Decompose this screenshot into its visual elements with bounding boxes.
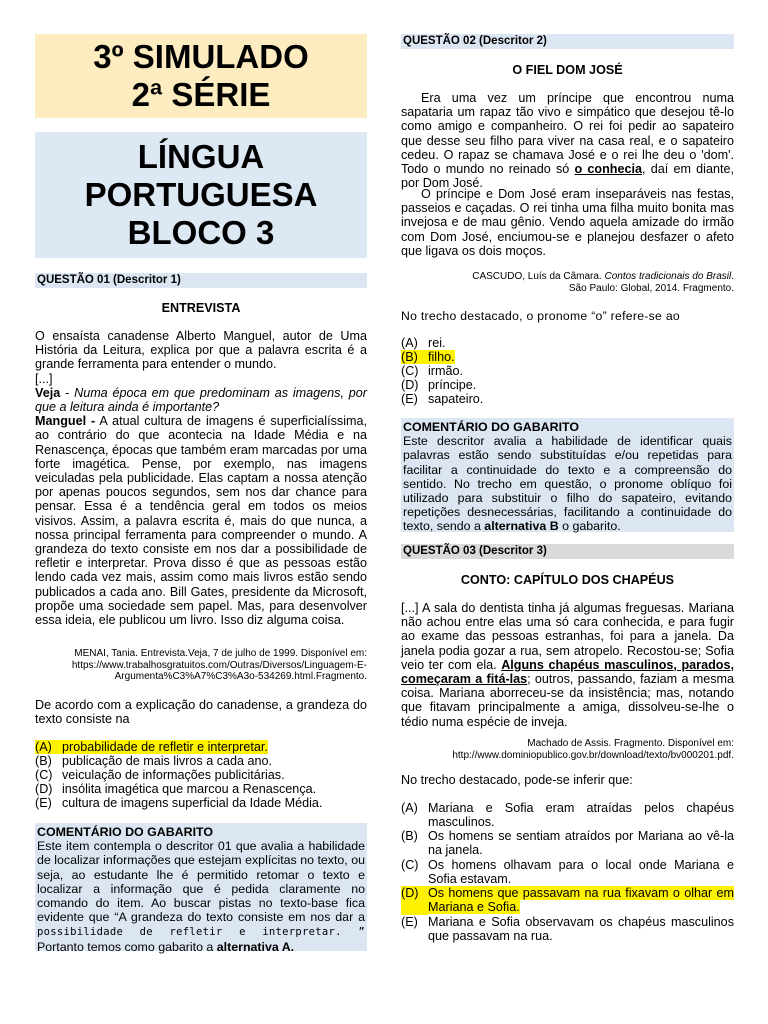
q3-option-e-text: Mariana e Sofia observavam os chapéus masculinos que passavam na rua. [428, 915, 734, 944]
q3-option-a-text: Mariana e Sofia eram atraídas pelos chapéus masculinos. [428, 801, 734, 830]
q3-text-title: CONTO: CAPÍTULO DOS CHAPÉUS [460, 573, 675, 587]
q2-option-c[interactable]: (C) irmão. [401, 364, 463, 378]
q1-source: MENAI, Tania. Entrevista.Veja, 7 de julho de 1999. Disponível em: https://www.trabalhosgratuitos.com/Outras/Diversos/Linguagem-E-Argumenta%C3%A7%C3%A3o-534269.html.Fragmento. [71, 648, 367, 683]
q2-option-d[interactable]: (D) príncipe. [401, 378, 477, 392]
q3-passage: [...] A sala do dentista tinha já algumas freguesas. Mariana não achou entre elas uma só cara conhecida, e para fugir ao exame das pessoas estranhas, foi para a janela. Da janela podia gozar a rua, sem atropelo. Recostou-se; Sofia veio ter com ela. Alguns chapéus masculinos, parados, começaram a fitá-las; outros, passando, faziam a mesma coisa. Mariana aborreceu-se da insistência; mas, notando que fitavam principalmente a amiga, dissolveu-se-lhe o tédio numa espécie de inveja. [401, 601, 735, 729]
q3-option-c[interactable]: (C) Os homens olhavam para o local onde Mariana e Sofia estavam. [401, 858, 734, 887]
q1-passage [35, 329, 367, 627]
q2-paragraph-1: Era uma vez um príncipe que encontrou numa sapataria um rapaz tão vivo e simpático que desejou tê-lo como amigo e companheiro. O rei foi pedir ao sapateiro que desse seu filho para viver na casa real, e o sapateiro cedeu. O rapaz se chamava José e o rei lhe deu o 'dom'. Todo o mundo no reinado só o conhecia, daí em diante, por Dom José. [401, 91, 734, 191]
q1-option-b[interactable]: (B) publicação de mais livros a cada ano. [35, 754, 273, 768]
q1-option-a[interactable]: (A) probabilidade de refletir e interpretar. [35, 740, 268, 754]
q1-comment-answer: alternativa A. [216, 939, 295, 954]
q1-comment-text: Este item contempla o descritor 01 que avalia a habilidade de localizar informações que estejam explícitas no texto, ou seja, ao estudante lhe é permitido retomar o texto e localizar a informação que é pedida claramente no comando do item. Ao buscar pistas no texto-base fica evidente que “A grandeza do texto consiste em nos dar a [37, 839, 365, 925]
q2-paragraph-2: O príncipe e Dom José eram inseparáveis nas festas, passeios e caçadas. O rei tinha uma filha muito bonita mas invejosa e de mau gênio. Vendo aquela amizade do irmão com Dom José, enciumou-se e planejou desfazer o afeto que ligava os dois moços. [401, 187, 734, 258]
simulado-title: 3º SIMULADO [93, 38, 309, 75]
subject-title-box [35, 132, 367, 258]
q3-option-c-text: Os homens olhavam para o local onde Mariana e Sofia estavam. [428, 858, 734, 887]
q1-comment-end: Portanto temos como gabarito a [37, 939, 217, 954]
q2-prompt: No trecho destacado, o pronome “o” refere-se ao [401, 309, 680, 323]
q1-option-e-text: cultura de imagens superficial da Idade Média. [62, 796, 323, 810]
q1-comment-quote: possibilidade de refletir e interpretar. ” [37, 926, 365, 939]
q1-option-c-text: veiculação de informações publicitárias. [62, 768, 285, 782]
q2-option-e-text: sapateiro. [428, 392, 484, 406]
q1-ellipsis: [...] [35, 371, 53, 386]
q2-option-b-text: filho. [428, 350, 455, 364]
q2-option-d-text: príncipe. [428, 378, 477, 392]
q2-comment-box [401, 418, 734, 532]
serie-title: 2ª SÉRIE [131, 76, 271, 113]
veja-question: - Numa época em que predominam as imagens, por que a leitura ainda é importante? [35, 385, 367, 415]
q3-option-a[interactable]: (A) Mariana e Sofia eram atraídas pelos chapéus masculinos. [401, 801, 734, 830]
q1-option-e[interactable]: (E) cultura de imagens superficial da Idade Média. [35, 796, 323, 810]
question-1-header: QUESTÃO 01 (Descritor 1) [35, 273, 367, 288]
q2-text-title: O FIEL DOM JOSÉ [512, 63, 623, 77]
q3-option-b[interactable]: (B) Os homens se sentiam atraídos por Mariana ao vê-la na janela. [401, 829, 734, 858]
q1-comment-box [35, 823, 367, 954]
q1-option-b-text: publicação de mais livros a cada ano. [62, 754, 273, 768]
q3-source: Machado de Assis. Fragmento. Disponível em: http://www.dominiopublico.gov.br/download/texto/bv000201.pdf. [452, 738, 734, 761]
q2-comment-title: COMENTÁRIO DO GABARITO [403, 420, 579, 434]
q3-option-d[interactable]: (D) Os homens que passavam na rua fixavam o olhar em Mariana e Sofia. [401, 886, 734, 915]
manguel-label: Manguel - [35, 414, 96, 429]
q3-highlighted-excerpt: Alguns chapéus masculinos, parados, começaram a fitá-las [401, 657, 734, 687]
q2-option-c-text: irmão. [428, 364, 463, 378]
q2-highlighted-excerpt: o conhecia [574, 162, 642, 177]
veja-label: Veja [35, 385, 61, 400]
question-2-header: QUESTÃO 02 (Descritor 2) [401, 34, 734, 49]
q2-source: CASCUDO, Luís da Câmara. Contos tradicionais do Brasil. São Paulo: Global, 2014. Fragmento. [472, 271, 734, 294]
q1-text-title: ENTREVISTA [161, 301, 241, 315]
q1-intro: O ensaísta canadense Alberto Manguel, autor de Uma História da Leitura, explica por que a palavra escrita é a grande ferramenta para entender o mundo. [35, 329, 367, 372]
q1-option-a-text: probabilidade de refletir e interpretar. [62, 740, 268, 754]
subject-line-1: LÍNGUA [137, 138, 265, 175]
q1-option-c[interactable]: (C) veiculação de informações publicitárias. [35, 768, 285, 782]
q3-option-e[interactable]: (E) Mariana e Sofia observavam os chapéus masculinos que passavam na rua. [401, 915, 734, 944]
q1-option-d[interactable]: (D) insólita imagética que marcou a Renascença. [35, 782, 317, 796]
q1-comment-title: COMENTÁRIO DO GABARITO [37, 825, 213, 839]
simulado-title-box [35, 34, 367, 118]
q3-option-b-text: Os homens se sentiam atraídos por Mariana ao vê-la na janela. [428, 829, 734, 858]
q2-option-a[interactable]: (A) rei. [401, 336, 446, 350]
q1-prompt: De acordo com a explicação do canadense, a grandeza do texto consiste na [35, 698, 367, 727]
q3-option-d-text: Os homens que passavam na rua fixavam o olhar em Mariana e Sofia. [428, 886, 734, 915]
subject-line-3: BLOCO 3 [127, 214, 275, 251]
q1-option-d-text: insólita imagética que marcou a Renascença. [62, 782, 317, 796]
manguel-answer: A atual cultura de imagens é superficialíssima, ao contrário do que acontecia na Idade Média e na Renascença, épocas que também eram marcadas por uma forte imagética. Pense, por exemplo, nas imagens veiculadas pela publicidade. Elas captam a nossa atenção por apenas poucos segundos, sem nos dar chance para pensar. Essa é a tendência geral em todos os meios visivos. Assim, a palavra escrita é, mais do que nunca, a nossa principal ferramenta para compreender o mundo. A grandeza do texto consiste em nos dar a possibilidade de refletir e interpretar. Prova disso é que as pessoas estão lendo cada vez mais, assim como mais livros estão sendo publicados a cada ano. Bill Gates, presidente da Microsoft, propõe uma sociedade sem papel. Mas, para desenvolver essa ideia, ele publicou um livro. Isso diz alguma coisa. [35, 414, 367, 628]
q2-comment-answer: alternativa B [484, 519, 559, 534]
q3-prompt: No trecho destacado, pode-se inferir que: [401, 773, 633, 787]
q2-option-b[interactable]: (B) filho. [401, 350, 455, 364]
q2-option-a-text: rei. [428, 336, 446, 350]
q2-comment-text: Este descritor avalia a habilidade de identificar quais palavras estão sendo substituídas e/ou repetidas para facilitar a continuidade do texto e a compreensão do sentido. No trecho em questão, o pronome oblíquo foi utilizado para substituir o filho do sapateiro, evitando repetições desnecessárias, facilitando a continuidade do texto, sendo a [403, 434, 732, 534]
q2-comment-end: o gabarito. [558, 519, 621, 534]
question-3-header: QUESTÃO 03 (Descritor 3) [401, 544, 734, 559]
q2-option-e[interactable]: (E) sapateiro. [401, 392, 484, 406]
subject-line-2: PORTUGUESA [84, 176, 318, 213]
